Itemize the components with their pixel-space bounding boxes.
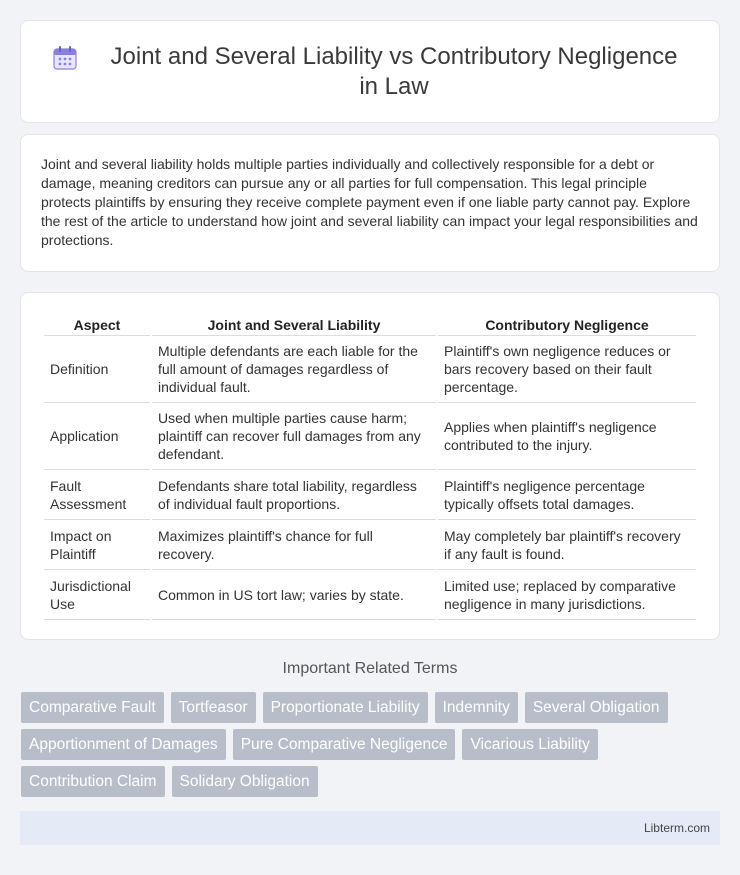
table-row [44,470,696,520]
joint-several-cell: Maximizes plaintiff's chance for full recovery. [152,520,436,570]
comparison-table [42,314,698,620]
header-contributory: Contributory Negligence [438,314,696,336]
aspect-cell: Jurisdictional Use [44,570,150,620]
header-card [20,20,720,123]
related-term-tag[interactable]: Proportionate Liability [263,692,428,723]
footer [20,811,720,845]
related-term-tag[interactable]: Contribution Claim [21,766,165,797]
contributory-cell: May completely bar plaintiff's recovery if any fault is found. [438,520,696,570]
joint-several-cell: Common in US tort law; varies by state. [152,570,436,620]
related-term-tag[interactable]: Apportionment of Damages [21,729,226,760]
joint-several-cell: Used when multiple parties cause harm; plaintiff can recover full damages from any defendant. [152,403,436,470]
joint-several-cell: Defendants share total liability, regardless of individual fault proportions. [152,470,436,520]
contributory-cell: Limited use; replaced by comparative negligence in many jurisdictions. [438,570,696,620]
intro-paragraph: Joint and several liability holds multiple parties individually and collectively responsible for a debt or damage, meaning creditors can pursue any or all parties for full compensation. This legal principle protects plaintiffs by ensuring they receive complete payment even if one liable party cannot pay. Explore the rest of the article to understand how joint and several liability can impact your legal responsibilities and protections. [41,156,698,248]
table-row [44,520,696,570]
contributory-cell: Plaintiff's negligence percentage typically offsets total damages. [438,470,696,520]
table-header-row [44,314,696,336]
related-terms-list [21,692,721,803]
related-term-tag[interactable]: Vicarious Liability [462,729,597,760]
page-title: Joint and Several Liability vs Contributory Negligence in Law [110,42,678,100]
related-terms-title: Important Related Terms [282,660,458,677]
aspect-cell: Fault Assessment [44,470,150,520]
related-term-tag[interactable]: Indemnity [435,692,518,723]
footer-brand-link[interactable]: Libterm.com [643,821,710,835]
calendar-icon [51,44,79,72]
header-joint-several: Joint and Several Liability [152,314,436,336]
contributory-cell: Applies when plaintiff's negligence contributed to the injury. [438,403,696,470]
joint-several-cell: Multiple defendants are each liable for the full amount of damages regardless of individual fault. [152,336,436,403]
intro-card [20,134,720,272]
related-term-tag[interactable]: Tortfeasor [171,692,256,723]
related-term-tag[interactable]: Several Obligation [525,692,668,723]
table-row [44,403,696,470]
header-aspect: Aspect [44,314,150,336]
aspect-cell: Impact on Plaintiff [44,520,150,570]
comparison-table-card [20,292,720,640]
related-term-tag[interactable]: Comparative Fault [21,692,164,723]
table-row [44,570,696,620]
aspect-cell: Definition [44,336,150,403]
contributory-cell: Plaintiff's own negligence reduces or bars recovery based on their fault percentage. [438,336,696,403]
related-term-tag[interactable]: Solidary Obligation [172,766,318,797]
aspect-cell: Application [44,403,150,470]
table-row [44,336,696,403]
related-term-tag[interactable]: Pure Comparative Negligence [233,729,456,760]
